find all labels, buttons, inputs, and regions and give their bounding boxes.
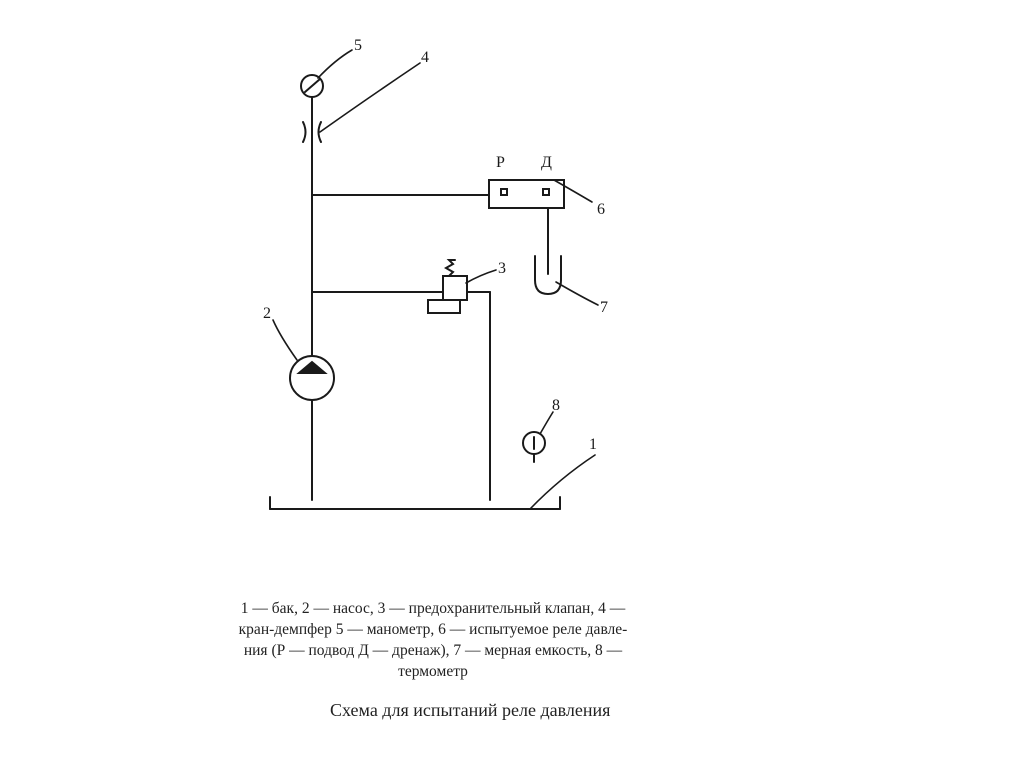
thermometer	[523, 432, 545, 462]
label-4: 4	[421, 49, 429, 66]
tank	[270, 497, 560, 509]
pressure-relay	[489, 180, 564, 208]
pump	[290, 356, 334, 400]
label-1: 1	[589, 436, 597, 453]
diagram-caption: Схема для испытаний реле давления	[330, 700, 611, 720]
label-3: 3	[498, 260, 506, 277]
label-5: 5	[354, 37, 362, 54]
port-d-label: Д	[541, 154, 552, 171]
legend-line: термометр	[398, 663, 468, 680]
manometer	[301, 75, 323, 97]
leader-lines	[273, 50, 598, 509]
legend-line: кран-демпфер 5 — манометр, 6 — испытуемое реле давле-	[238, 621, 628, 638]
label-7: 7	[600, 299, 608, 316]
port-p-label: Р	[496, 154, 505, 171]
legend	[178, 598, 688, 682]
safety-valve	[428, 260, 490, 500]
legend-line: 1 — бак, 2 — насос, 3 — предохранительный клапан, 4 —	[240, 600, 626, 617]
legend-line: ния (Р — подвод Д — дренаж), 7 — мерная емкость, 8 —	[243, 642, 623, 659]
label-8: 8	[552, 397, 560, 414]
label-2: 2	[263, 305, 271, 322]
label-6: 6	[597, 201, 605, 218]
